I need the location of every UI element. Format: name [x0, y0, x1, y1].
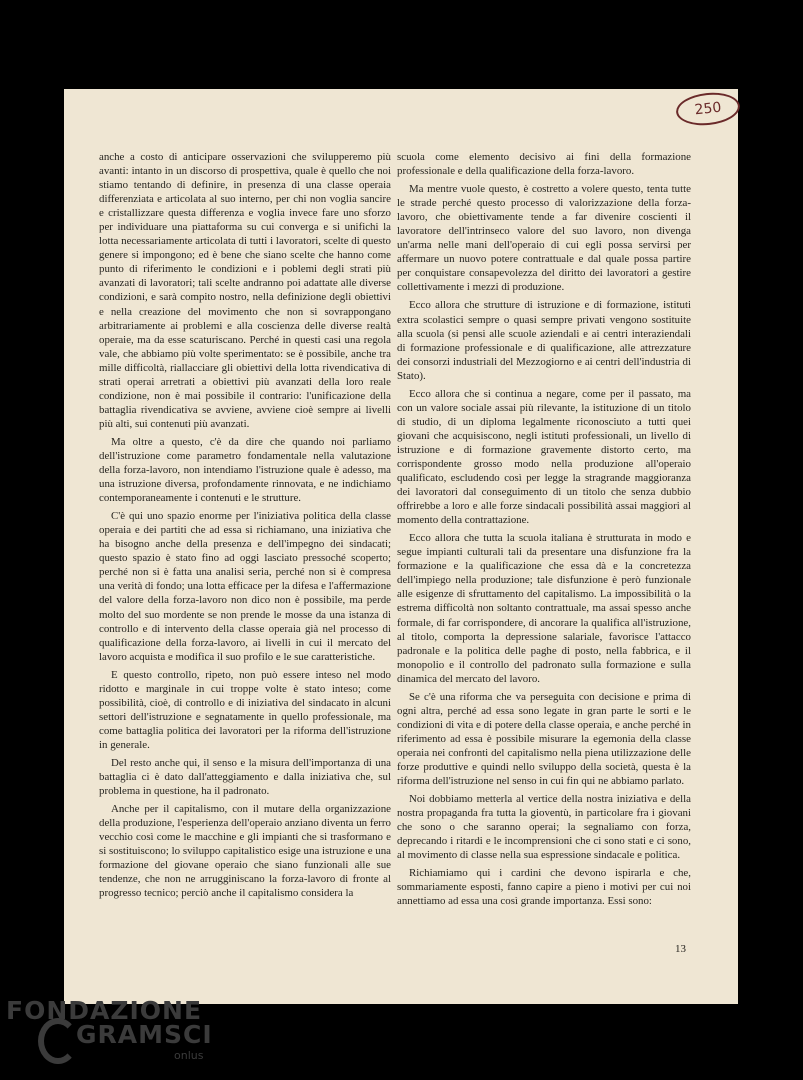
archive-stamp: 250 [675, 90, 742, 129]
paragraph: anche a costo di anticipare osservazioni che svilupperemo più avanti: intanto in un discorso di prospettiva, quale è quello che noi stiamo tentando di definire, in presenza di una classe operaia differenziata e articolata al suo interno, per chi non voglia sancire e cristallizzare questa differenza e voglia invece fare uno sforzo per individuare una piattaforma su cui converga e si unifichi la lotta necessariamente articolata di tutti i lavoratori, scelte di questo genere si impongono; ed è bene che siano scelte che hanno come punto di riferimento le condizioni e i poblemi degli strati più avanzati di lavoratori; tali scelte andranno poi adattate alle diverse condizioni, e sarà compito nostro, nella definizione degli obiettivi e nella creazione del movimento che non si sovrappongano arbitrariamente ai problemi e alla coscienza delle diverse realtà operaie, ma da esse scaturiscano. Perché in questi casi una regola vale, che abbiamo più volte sperimentato: se è possibile, anche tra mille difficoltà, riallacciare gli obiettivi della lotta rivendicativa di strati operai arretrati a obiettivi più avanzati della loro reale condizione, non è mai possibile il contrario: l'unificazione della battaglia rivendicativa se avviene, avviene cioè sempre ai livelli più alti, sui contenuti più avanzati. [99, 151, 391, 430]
logo-g-icon [38, 1018, 78, 1064]
paragraph: C'è qui uno spazio enorme per l'iniziativa politica della classe operaia e dei partiti che ad essa si richiamano, una iniziativa che ha bisogno anche della presenza e dell'impegno dei sindacati; questo spazio è stato fino ad oggi lasciato pressoché scoperto; perché non si è fatta una analisi seria, perché non si è compresa una verità di fondo; una lotta efficace per la difesa e l'affermazione del valore della forza-lavoro non dico non è possibile, ma perde molto del suo mordente se non prende le mosse da una istanza di controllo e di intervento della classe operaia già nel processo di qualificazione della forza-lavoro, ai livelli in cui il mercato del lavoro acquista e modifica il suo profilo e le sue caratteristiche. [99, 510, 391, 663]
paragraph: Ecco allora che si continua a negare, come per il passato, ma con un valore sociale assai più rilevante, la istituzione di un titolo di studio, di un diploma legalmente riconosciuto a tutti quei giovani che acquisiscono, negli istituti professionali, un livello di istruzione e di formazione gravemente distorto certo, ma corrispondente grosso modo nella produzione all'operaio qualificato, escludendo così per legge la stragrande maggioranza dei lavoratori dal conseguimento di un titolo che senza dubbio offrirebbe a loro e alle forze sindacali possibilità assai maggiori al momento della contrattazione. [397, 387, 691, 527]
fondazione-gramsci-logo [6, 996, 213, 1076]
paragraph: E questo controllo, ripeto, non può essere inteso nel modo ridotto e marginale in cui troppe volte è stato inteso; come possibilità, cioè, di controllo e di iniziativa del sindacato in alcuni settori dell'istruzione e segnatamente in quello professionale, ma come battaglia politica dei lavoratori per la riforma dell'istruzione in generale. [99, 668, 391, 751]
paragraph: Ecco allora che tutta la scuola italiana è strutturata in modo e segue impianti culturali tali da presentare una disfunzione fra la formazione e la qualificazione che essa dà e la concretezza dell'impiego nella produzione; tale disfunzione è però funzionale alle esigenze di sfruttamento del capitalismo. La impossibilità o la estrema difficoltà non soltanto contrattuale, ma assai spesso anche formale, di far corrispondere, di ancorare la qualifica all'istruzione, al titolo, comporta la depressione salariale, favorisce l'attacco padronale e la politica delle paghe di posto, nella fabbrica, e il monopolio e il controllo del padronato sulla formazione e sulla dinamica del mercato del lavoro. [397, 532, 691, 685]
paragraph: Ma oltre a questo, c'è da dire che quando noi parliamo dell'istruzione come parametro fondamentale nella valutazione della forza-lavoro, non intendiamo l'istruzione quale è adesso, ma una istruzione diversa, profondamente rinnovata, e ne indichiamo contemporaneamente i contenuti e le strutture. [99, 435, 391, 505]
logo-line-1: FONDAZIONE [6, 996, 203, 1025]
paragraph: scuola come elemento decisivo ai fini della formazione professionale e della qualificazione della forza-lavoro. [397, 151, 691, 178]
logo-line-2: GRAMSCI [76, 1020, 213, 1049]
paragraph: Noi dobbiamo metterla al vertice della nostra iniziativa e della nostra propaganda fra tutta la gioventù, in particolare fra i giovani che sono o che saranno operai; la segnaliamo con forza, deprecando i ritardi e le incomprensioni che ci sono stati e ci sono, al movimento di classe nella sua espressione sindacale e politica. [397, 793, 691, 862]
paragraph: Ecco allora che strutture di istruzione e di formazione, istituti extra scolastici sempre o quasi sempre privati vengono sostituite alla scuola (si pensi alle scuole aziendali e ai centri interaziendali di formazione professionale e di qualificazione, alle attrezzature dei consorzi industriali del Mezzogiorno e ai centri dell'industria di Stato). [397, 299, 691, 382]
paragraph: Del resto anche qui, il senso e la misura dell'importanza di una battaglia ci è dato dall'atteggiamento e dalla iniziativa che, sul problema in questione, ha il padronato. [99, 756, 391, 798]
paragraph: Richiamiamo qui i cardini che devono ispirarla e che, sommariamente esposti, fanno capire a pieno i motivi per cui noi annettiamo ad essa una così grande importanza. Essi sono: [397, 867, 691, 908]
left-column [99, 150, 391, 904]
paragraph: Ma mentre vuole questo, è costretto a volere questo, tenta tutte le strade perché questo processo di valorizzazione della forza-lavoro, che obiettivamente tende a far divenire coscienti il lavoratore dell'intrinseco valore del suo lavoro, non divenga un'arma nelle mani dell'operaio di cui egli possa servirsi per affermare un nuovo potere contrattuale e dal quale possa partire per conquistare consapevolezza del diritto dei lavoratori a gestire collettivamente i mezzi di produzione. [397, 183, 691, 294]
paragraph: Se c'è una riforma che va perseguita con decisione e prima di ogni altra, perché ad essa sono legate in gran parte le sorti e le condizioni di vita e di potere della classe operaia, e anche perché in riferimento ad essa è possibile misurare la egemonia della classe operaia nei confronti del capitalismo nella piena utilizzazione delle forze produttive e quindi nello sviluppo della società, questa è la riforma dell'istruzione nel senso in cui fin qui ne abbiamo parlato. [397, 690, 691, 788]
right-column [397, 150, 691, 912]
page-number: 13 [675, 943, 686, 955]
paragraph: Anche per il capitalismo, con il mutare della organizzazione della produzione, l'esperienza dell'operaio anziano diventa un ferro vecchio così come le macchine e gli impianti che si trasformano e si sostituiscono; lo sviluppo capitalistico esige una istruzione e una formazione del giovane operaio che siano funzionali alle sue tendenze, che non ne arrugginiscano la forza-lavoro di fronte al progresso tecnico; perciò anche il capitalismo considera la [99, 803, 391, 900]
logo-line-3: onlus [174, 1049, 204, 1062]
